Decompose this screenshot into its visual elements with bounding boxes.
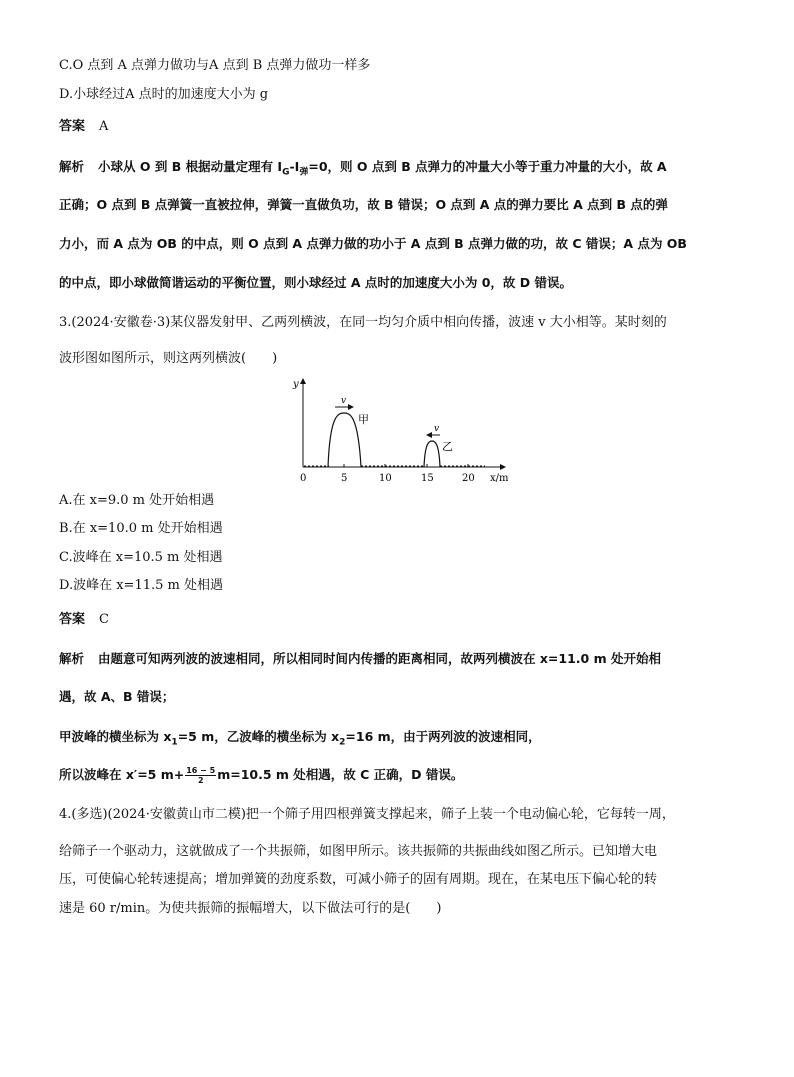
q3-analysis-line-2: 遇，故 A、B 错误； bbox=[59, 689, 175, 704]
q4-stem-line-1: 4.(多选)(2024·安徽黄山市二模)把一个筛子用四根弹簧支撑起来，筛子上装一个电动偏心轮，它每转一周， bbox=[59, 807, 675, 822]
q2-answer bbox=[59, 117, 108, 137]
tick-label-10: 10 bbox=[379, 473, 392, 484]
q3-option-c: C.波峰在 x=10.5 m 处相遇 bbox=[59, 550, 223, 565]
origin-label: 0 bbox=[300, 473, 307, 484]
wave-jia-label: 甲 bbox=[358, 413, 369, 426]
q3-stem-line-2: 波形图如图所示，则这两列横波( ) bbox=[59, 351, 278, 366]
q4-stem-line-3: 压，可使偏心轮转速提高；增加弹簧的劲度系数，可减小筛子的固有周期。现在，在某电压下偏心轮的转 bbox=[59, 872, 658, 887]
wave-jia-velocity-label: v bbox=[341, 396, 347, 406]
answer-value: A bbox=[99, 119, 109, 134]
q3-stem-line-1: 3.(2024·安徽卷·3)某仪器发射甲、乙两列横波，在同一均匀介质中相向传播，波速 v 大小相等。某时刻的 bbox=[59, 315, 667, 330]
q2-analysis-line-4: 的中点，即小球做简谐运动的平衡位置，则小球经过 A 点时的加速度大小为 0，故 D 错误。 bbox=[59, 275, 573, 290]
q4-stem-line-2: 给筛子一个驱动力，这就做成了一个共振筛，如图甲所示。该共振筛的共振曲线如图乙所示。已知增大电 bbox=[59, 844, 658, 859]
q2-analysis-line-3: 力小，而 A 点为 OB 的中点，则 O 点到 A 点弹力做的功小于 A 点到 B 点弹力做的功，故 C 错误；A 点为 OB bbox=[59, 236, 687, 251]
x-axis-label: x/m bbox=[490, 473, 509, 484]
q3-analysis-line-4: 所以波峰在 x′=5 m+ $\frac{16 - 5}{2}$ m=10.5 m 处相遇，故 C 正确，D 错误。 bbox=[59, 766, 464, 785]
wave-yi bbox=[424, 441, 440, 467]
q3-option-a: A.在 x=9.0 m 处开始相遇 bbox=[59, 493, 215, 508]
analysis-label: 解析 bbox=[59, 159, 85, 174]
q3-analysis-line-3: 甲波峰的横坐标为 $x_1=5$ m，乙波峰的横坐标为 $x_2=16$ m，由于两列波的波速相同， bbox=[59, 729, 541, 748]
q3-analysis-line-1: 解析 由题意可知两列波的波速相同，所以相同时间内传播的距离相同，故两列横波在 x=11.0 m 处开始相 bbox=[59, 651, 661, 666]
tick-label-5: 5 bbox=[341, 473, 348, 484]
q4-stem-line-4: 速是 60 r/min。为使共振筛的振幅增大，以下做法可行的是( ) bbox=[59, 901, 442, 916]
q2-option-d: D.小球经过A 点时的加速度大小为 g bbox=[59, 87, 269, 102]
wave-yi-label: 乙 bbox=[442, 440, 453, 453]
fraction: $\frac{16 - 5}{2}$ bbox=[186, 766, 216, 785]
q3-option-b: B.在 x=10.0 m 处开始相遇 bbox=[59, 521, 223, 536]
q3-option-d: D.波峰在 x=11.5 m 处相遇 bbox=[59, 578, 223, 593]
tick-label-20: 20 bbox=[462, 473, 475, 484]
wave-figure bbox=[290, 375, 520, 485]
wave-yi-velocity-label: v bbox=[434, 424, 440, 434]
q2-analysis-line-2: 正确；O 点到 B 点弹簧一直被拉伸，弹簧一直做负功，故 B 错误；O 点到 A 点的弹力要比 A 点到 B 点的弹 bbox=[59, 197, 668, 212]
answer-label: 答案 bbox=[59, 612, 86, 627]
tick-label-15: 15 bbox=[421, 473, 434, 484]
y-axis-label: y bbox=[293, 379, 299, 390]
analysis-label: 解析 bbox=[59, 651, 85, 666]
wave-jia bbox=[328, 413, 361, 467]
answer-label: 答案 bbox=[59, 119, 86, 134]
q3-answer bbox=[59, 610, 109, 630]
q2-option-c: C.O 点到 A 点弹力做功与A 点到 B 点弹力做功一样多 bbox=[59, 58, 371, 73]
answer-value: C bbox=[99, 612, 109, 627]
q2-analysis-line-1: 解析 小球从 O 到 B 根据动量定理有 $I_G-I_弹=0$，则 O 点到 B 点弹力的冲量大小等于重力冲量的大小，故 A bbox=[59, 159, 667, 178]
